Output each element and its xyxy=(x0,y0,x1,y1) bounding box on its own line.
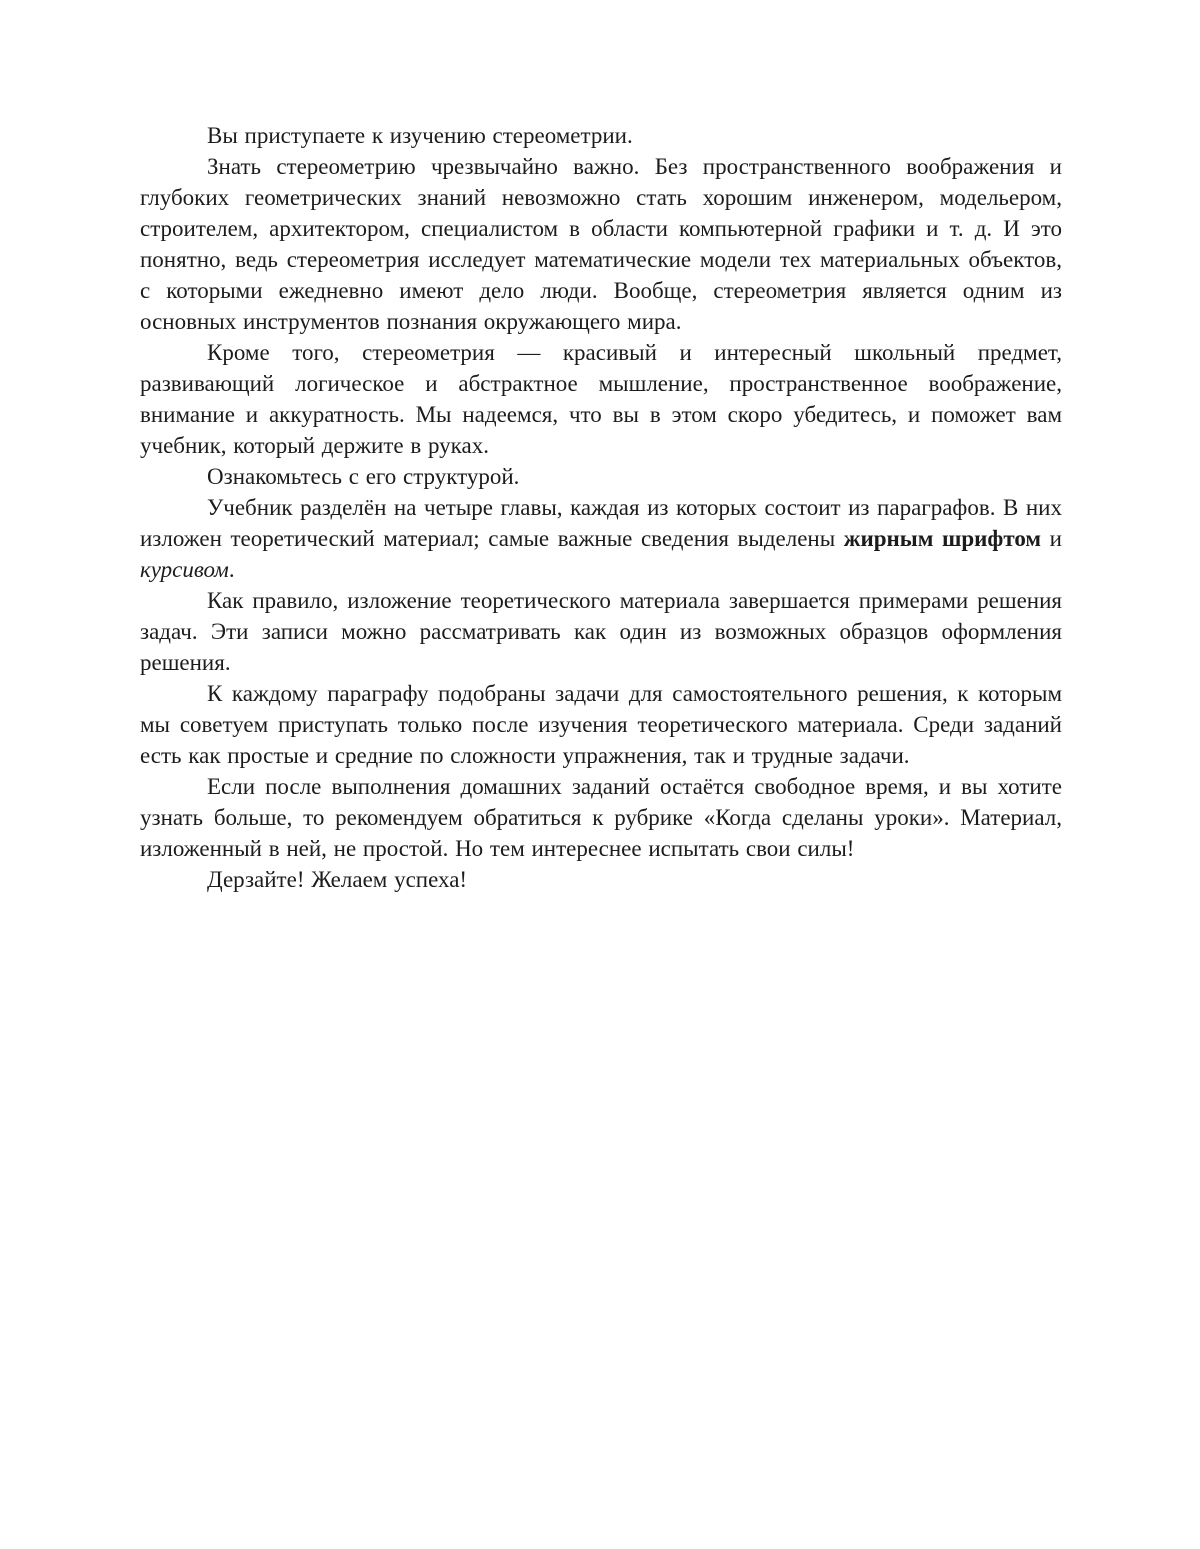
paragraph-beauty: Кроме того, стереометрия — красивый и интересный школьный предмет, развивающий логическое и абстрактное мышление, пространственное воображение, внимание и аккуратность. Мы надеемся, что вы в этом скоро убедитесь, и поможет вам учебник, который держите в руках. xyxy=(140,340,1062,458)
paragraph-intro: Вы приступаете к изучению стереометрии. xyxy=(207,123,633,148)
paragraph-exercises: К каждому параграфу подобраны задачи для самостоятельного решения, к которым мы советуем приступать только после изучения теоретического материала. Среди заданий есть как простые и средние по сложности упражнения, так и трудные задачи. xyxy=(140,681,1062,768)
chapters-italic-text: курсивом xyxy=(140,557,229,582)
paragraph-closing: Дерзайте! Желаем успеха! xyxy=(207,867,468,892)
paragraph-extra-rubric: Если после выполнения домашних заданий остаётся свободное время, и вы хотите узнать больше, то рекомендуем обратиться к рубрике «Когда сделаны уроки». Материал, изложенный в ней, не простой. Но тем интереснее испытать свои силы! xyxy=(140,774,1062,861)
paragraph-importance: Знать стереометрию чрезвычайно важно. Без пространственного воображения и глубоких геометрических знаний невозможно стать хорошим инженером, модельером, строителем, архитектором, специалистом в области компьютерной графики и т. д. И это понятно, ведь стереометрия исследует математические модели тех материальных объектов, с которыми ежедневно имеют дело люди. Вообще, стереометрия является одним из основных инструментов познания окружающего мира. xyxy=(140,154,1062,334)
preface-text-block xyxy=(140,120,1062,895)
chapters-text-after: . xyxy=(228,557,235,582)
chapters-text-middle: и xyxy=(1041,526,1062,551)
chapters-text-before: Учебник разделён на четыре главы, каждая из которых состоит из параграфов. В них изложен теоретический материал; самые важные сведения выделены xyxy=(140,495,1062,551)
paragraph-chapters xyxy=(140,492,1062,585)
paragraph-structure-intro: Ознакомьтесь с его структурой. xyxy=(207,464,520,489)
paragraph-examples: Как правило, изложение теоретического материала завершается примерами решения задач. Эти записи можно рассматривать как один из возможных образцов оформления решения. xyxy=(140,588,1062,675)
chapters-bold-text: жирным шрифтом xyxy=(843,526,1042,551)
